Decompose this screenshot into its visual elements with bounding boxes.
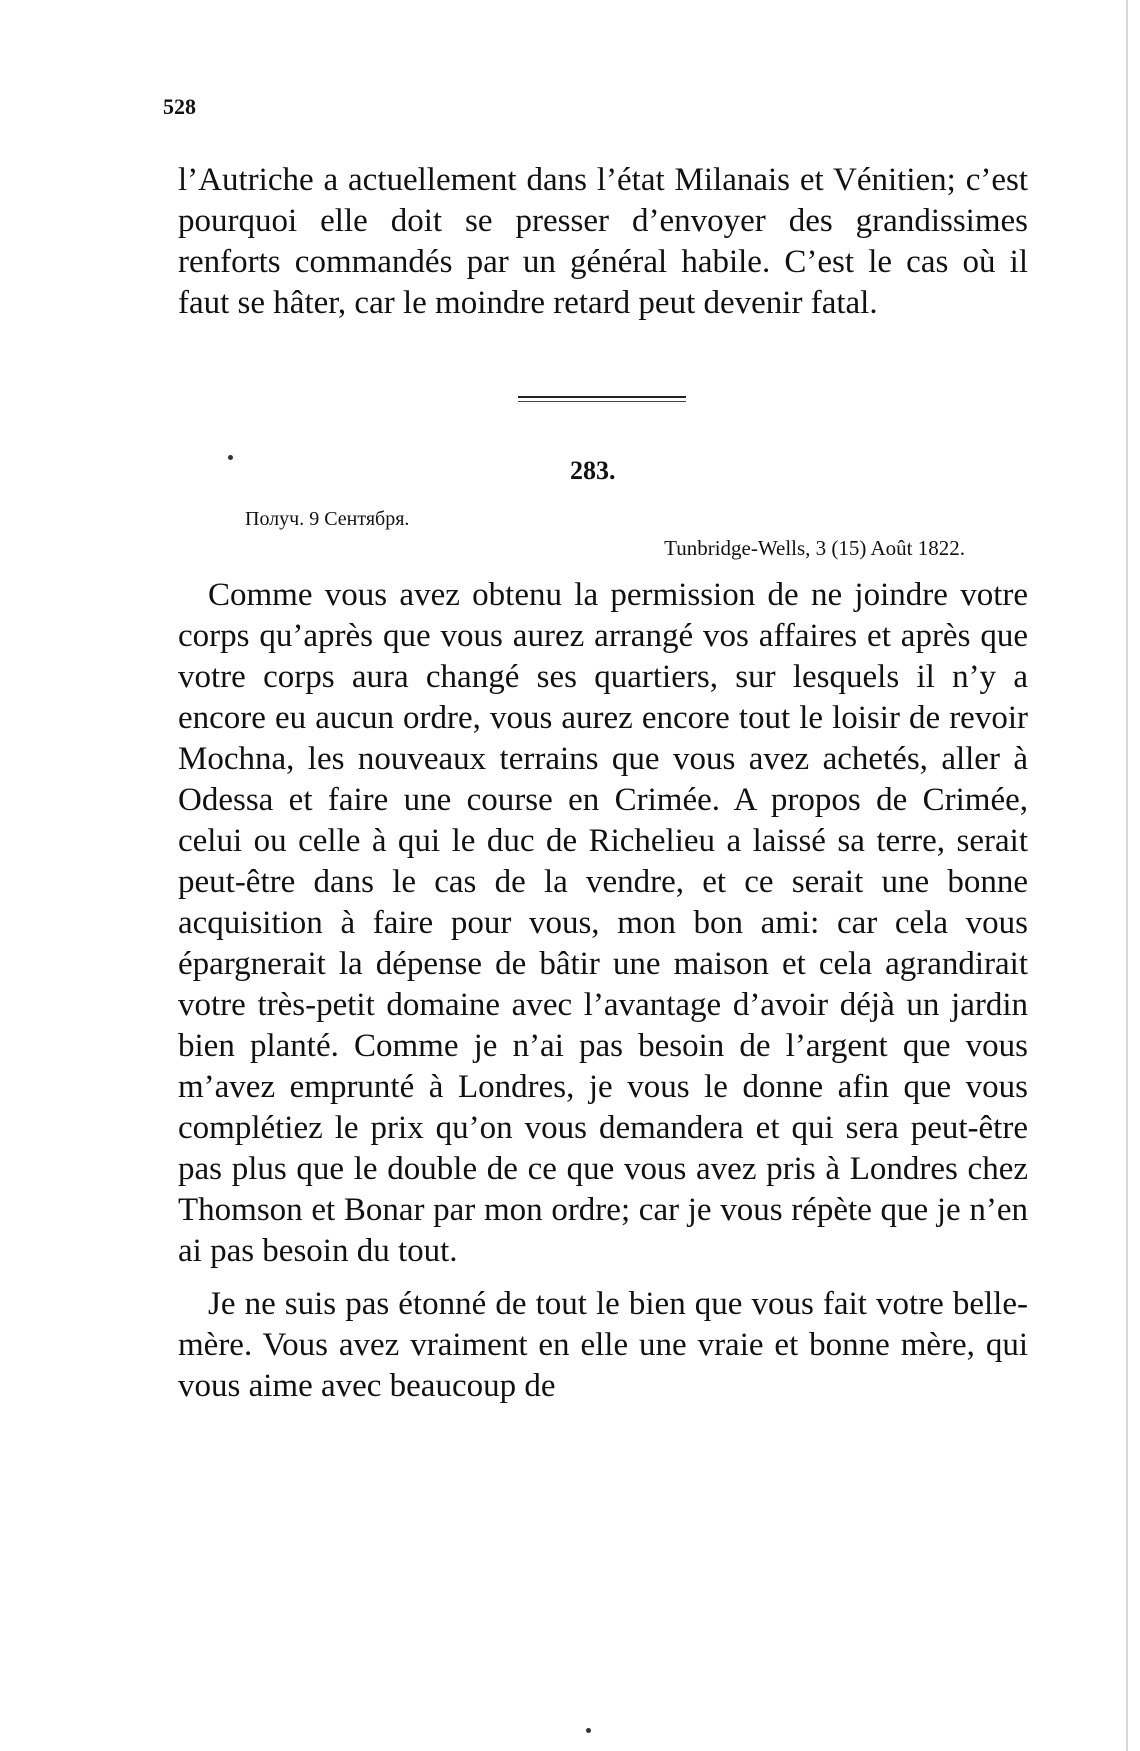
paragraph-text: l’Autriche a actuellement dans l’état Milanais et Vénitien; c’est pourquoi elle doit se presser d’envoyer des grandissimes renforts commandés par un général habile. C’est le cas où il faut se hâter, car le moindre retard peut devenir fatal. — [178, 162, 1028, 321]
letter-body — [178, 575, 1028, 1407]
letter-paragraph: Comme vous avez obtenu la permission de ne joindre votre corps qu’après que vous aurez arrangé vos affaires et après que votre corps aura changé ses quartiers, sur lesquels il n’y a encore eu aucun ordre, vous aurez encore tout le loisir de revoir Mochna, les nouveaux terrains que vous avez achetés, aller à Odessa et faire une course en Crimée. A propos de Crimée, celui ou celle à qui le duc de Richelieu a laissé sa terre, serait peut-être dans le cas de la vendre, et ce serait une bonne acquisition à faire pour vous, mon bon ami: car cela vous épargnerait la dépense de bâtir une maison et cela agrandirait votre très-petit domaine avec l’avantage d’avoir déjà un jardin bien planté. Comme je n’ai pas besoin de l’argent que vous m’avez emprunté à Londres, je vous le donne afin que vous complétiez le prix qu’on vous demandera et qui sera peut-être pas plus que le double de ce que vous avez pris à Londres chez Thomson et Bonar par mon ordre; car je vous répète que je n’en ai pas besoin du tout. — [178, 577, 1028, 1269]
received-note: Получ. 9 Сентября. — [245, 508, 410, 530]
letter-number: 283. — [570, 456, 616, 485]
paragraph-continuation — [178, 160, 1028, 324]
separator-line — [518, 401, 686, 402]
page-number: 528 — [163, 94, 196, 119]
section-separator — [518, 396, 686, 402]
letter-place-date: Tunbridge-Wells, 3 (15) Août 1822. — [664, 536, 965, 560]
separator-line — [518, 396, 686, 398]
print-speck — [586, 1728, 591, 1733]
letter-paragraph: Je ne suis pas étonné de tout le bien que vous fait votre belle-mère. Vous avez vraiment en elle une vraie et bonne mère, qui vous aime avec beaucoup de — [178, 1286, 1028, 1404]
page-edge-line — [1126, 0, 1128, 1751]
print-speck — [228, 455, 233, 460]
